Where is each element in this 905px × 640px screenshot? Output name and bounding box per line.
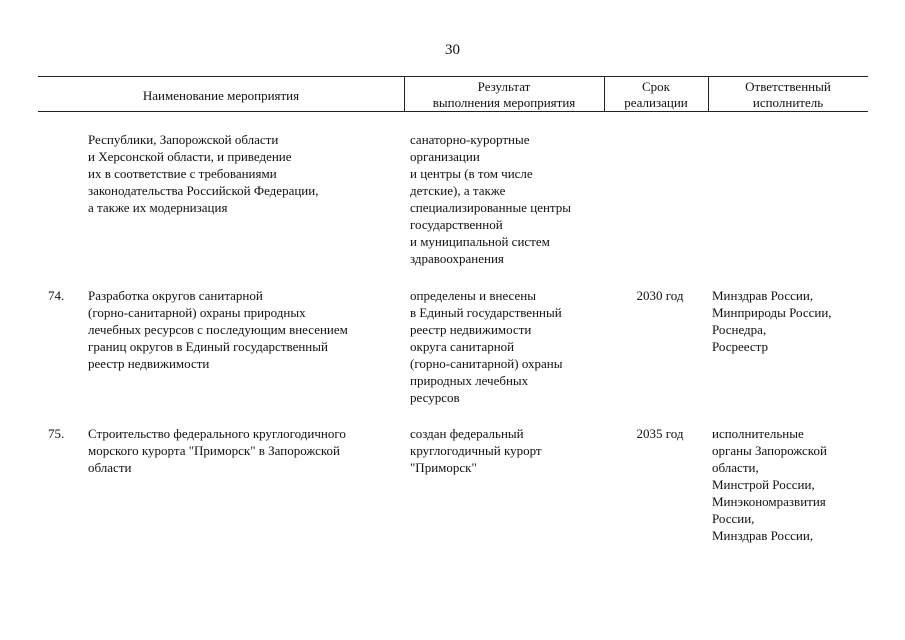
row-name: Республики, Запорожской области и Херсонской области, и приведение их в соответствие с требованиями законодательства Российской Федерации, а также их модернизация — [88, 132, 319, 215]
row-number: 75. — [48, 426, 65, 441]
header-result: Результат выполнения мероприятия — [432, 79, 576, 110]
row-result: определены и внесены в Единый государственный реестр недвижимости округа санитарной (горно-санитарной) охраны природных лечебных ресурсов — [410, 288, 563, 405]
header-term: Срок реализации — [624, 79, 688, 110]
row-name: Строительство федерального круглогодичного морского курорта "Приморск" в Запорожской области — [88, 426, 346, 475]
row-term: 2030 год — [636, 288, 684, 303]
row-result: санаторно-курортные организации и центры (в том числе детские), а также специализированные центры государственной и муниципальной систем здравоохранения — [410, 132, 571, 266]
row-executor: Минздрав России, Минприроды России, Роснедра, Росреестр — [712, 288, 832, 354]
row-term: 2035 год — [636, 426, 684, 441]
header-executor: Ответственный исполнитель — [745, 79, 831, 110]
row-result: создан федеральный круглогодичный курорт "Приморск" — [410, 426, 542, 475]
page-number: 30 — [445, 42, 460, 58]
row-name: Разработка округов санитарной (горно-санитарной) охраны природных лечебных ресурсов с последующим внесением границ округов в Единый государственный реестр недвижимости — [88, 288, 348, 371]
table-header-bottom-rule — [38, 111, 868, 112]
row-number: 74. — [48, 288, 65, 303]
table-top-rule — [38, 76, 868, 77]
row-executor: исполнительные органы Запорожской области, Минстрой России, Минэкономразвития России, Минздрав России, — [712, 426, 827, 543]
header-name: Наименование мероприятия — [142, 88, 300, 103]
